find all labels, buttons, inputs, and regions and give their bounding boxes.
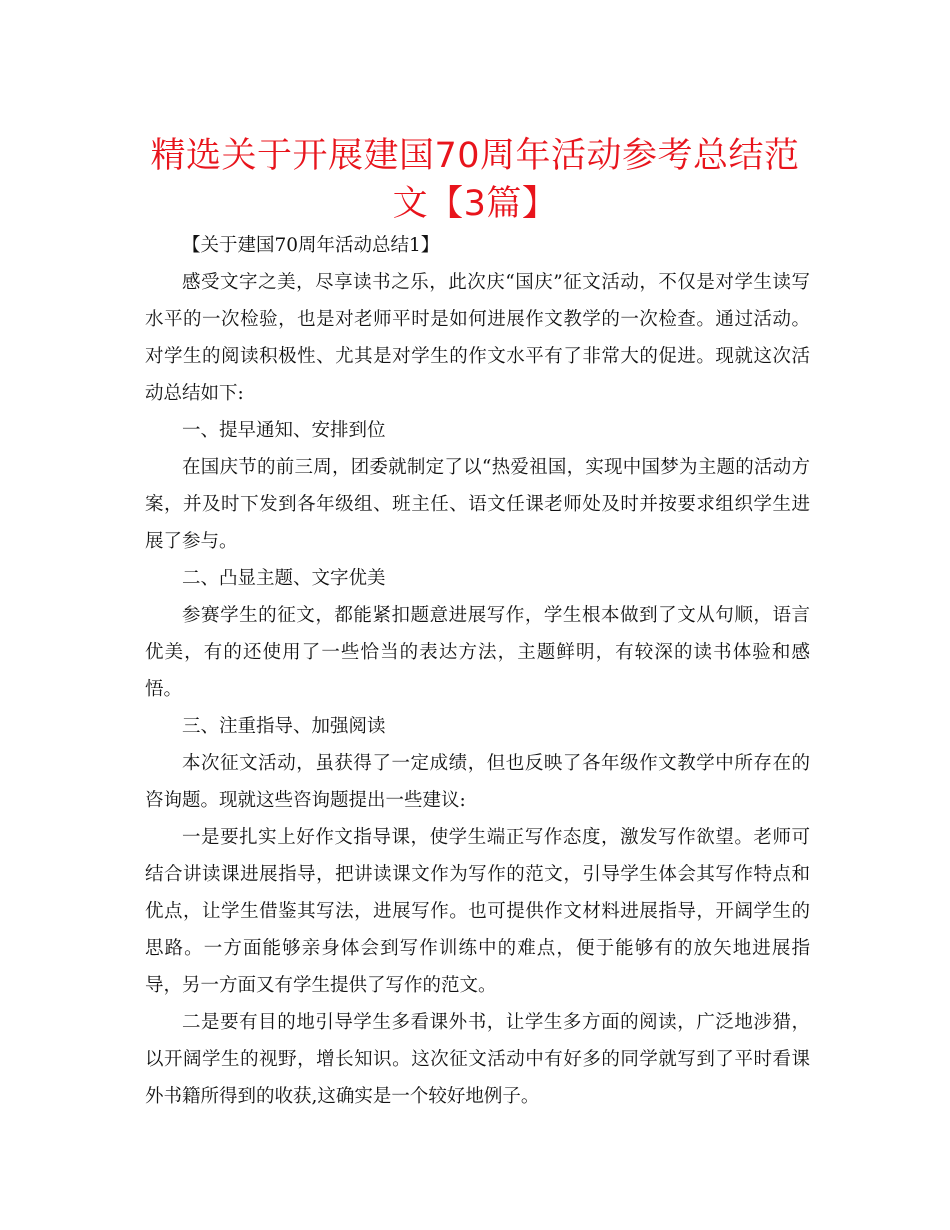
document-title: 精选关于开展建国70周年活动参考总结范文【3篇】: [150, 136, 800, 224]
paragraph: 参赛学生的征文，都能紧扣题意进展写作，学生根本做到了文从句顺，语言优美，有的还使用了一些恰当的表达方法，主题鲜明，有较深的读书体验和感悟。: [145, 605, 810, 700]
subsection-heading: 二、凸显主题、文字优美: [182, 568, 386, 589]
paragraph: 感受文字之美，尽享读书之乐，此次庆“国庆”征文活动，不仅是对学生读写水平的一次检验，也是对老师平时是如何进展作文教学的一次检查。通过活动。对学生的阅读积极性、尤其是对学生的作文水平有了非常大的促进。现就这次活动总结如下:: [145, 272, 810, 404]
section-heading: 【关于建国70周年活动总结1】: [182, 235, 440, 256]
subsection-heading: 三、注重指导、加强阅读: [182, 716, 386, 737]
subsection-heading: 一、提早通知、安排到位: [182, 420, 386, 441]
document-body: [145, 227, 810, 1115]
paragraph: 二是要有目的地引导学生多看课外书，让学生多方面的阅读，广泛地涉猎，以开阔学生的视野，增长知识。这次征文活动中有好多的同学就写到了平时看课外书籍所得到的收获,这确实是一个较好地例子。: [145, 1012, 810, 1107]
paragraph: 本次征文活动，虽获得了一定成绩，但也反映了各年级作文教学中所存在的咨询题。现就这些咨询题提出一些建议:: [145, 753, 810, 811]
paragraph: 在国庆节的前三周，团委就制定了以“热爱祖国，实现中国梦为主题的活动方案，并及时下发到各年级组、班主任、语文任课老师处及时并按要求组织学生进展了参与。: [145, 457, 810, 552]
paragraph: 一是要扎实上好作文指导课，使学生端正写作态度，激发写作欲望。老师可结合讲读课进展指导，把讲读课文作为写作的范文，引导学生体会其写作特点和优点，让学生借鉴其写法，进展写作。也可提供作文材料进展指导，开阔学生的思路。一方面能够亲身体会到写作训练中的难点，便于能够有的放矢地进展指导，另一方面又有学生提供了写作的范文。: [145, 827, 810, 996]
